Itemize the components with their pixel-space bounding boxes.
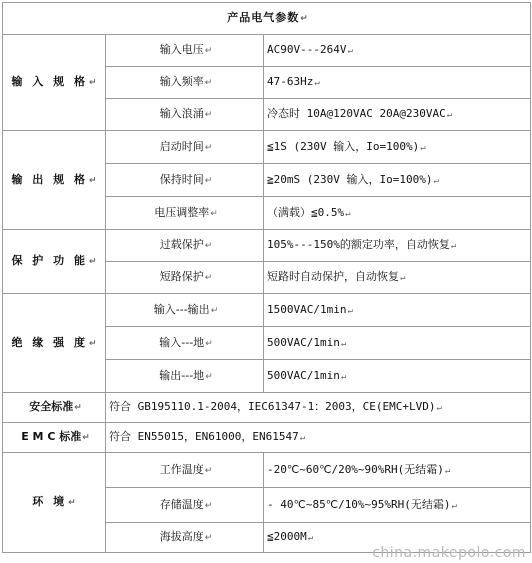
emc-value: 符合 EN55015，EN61000，EN61547↵ [106,423,531,453]
param-label: 输出---地↵ [106,360,264,393]
param-label: 输入电压↵ [106,35,264,67]
watermark: china.makepolo.com [372,545,526,561]
param-label: 输入---输出↵ [106,294,264,327]
param-label: 启动时间↵ [106,131,264,164]
param-value: ≦1S (230V 输入，Io=100%)↵ [264,131,531,164]
table-row [3,453,531,488]
param-label: 电压调整率↵ [106,197,264,230]
param-value: 1500VAC/1min↵ [264,294,531,327]
param-label: 输入频率↵ [106,67,264,99]
param-value: ≧20mS (230V 输入，Io=100%)↵ [264,164,531,197]
param-label: 保持时间↵ [106,164,264,197]
category-output: 输 出 规 格↵ [3,131,106,230]
table-row [3,35,531,67]
category-protection: 保 护 功 能↵ [3,230,106,294]
category-environment: 环 境↵ [3,453,106,553]
param-value: - 40℃~85℃/10%~95%RH(无结霜)↵ [264,488,531,523]
param-value: 47-63Hz↵ [264,67,531,99]
param-label: 短路保护↵ [106,262,264,294]
table-row [3,131,531,164]
param-value: 500VAC/1min↵ [264,360,531,393]
param-label: 输入浪涌↵ [106,99,264,131]
category-emc: E M C 标准↵ [3,423,106,453]
param-value: -20℃~60℃/20%~90%RH(无结霜)↵ [264,453,531,488]
page-title: 产品电气参数↵ [3,3,531,35]
safety-value: 符合 GB195110.1-2004，IEC61347-1：2003，CE(EMC+LVD)↵ [106,393,531,423]
param-value: ≦2000M↵ [264,523,531,553]
category-insulation: 绝 缘 强 度↵ [3,294,106,393]
spec-table [2,2,531,553]
param-value: AC90V---264V↵ [264,35,531,67]
param-value: 短路时自动保护，自动恢复↵ [264,262,531,294]
table-row [3,230,531,262]
table-row [3,294,531,327]
param-label: 工作温度↵ [106,453,264,488]
table-row [3,393,531,423]
param-label: 存储温度↵ [106,488,264,523]
param-label: 海拔高度↵ [106,523,264,553]
param-label: 过载保护↵ [106,230,264,262]
table-row [3,423,531,453]
param-value: 105%---150%的额定功率，自动恢复↵ [264,230,531,262]
category-safety: 安全标准↵ [3,393,106,423]
param-label: 输入---地↵ [106,327,264,360]
title-row [3,3,531,35]
param-value: 冷态时 10A@120VAC 20A@230VAC↵ [264,99,531,131]
param-value: 500VAC/1min↵ [264,327,531,360]
category-input: 输 入 规 格↵ [3,35,106,131]
param-value: （满载）≦0.5%↵ [264,197,531,230]
